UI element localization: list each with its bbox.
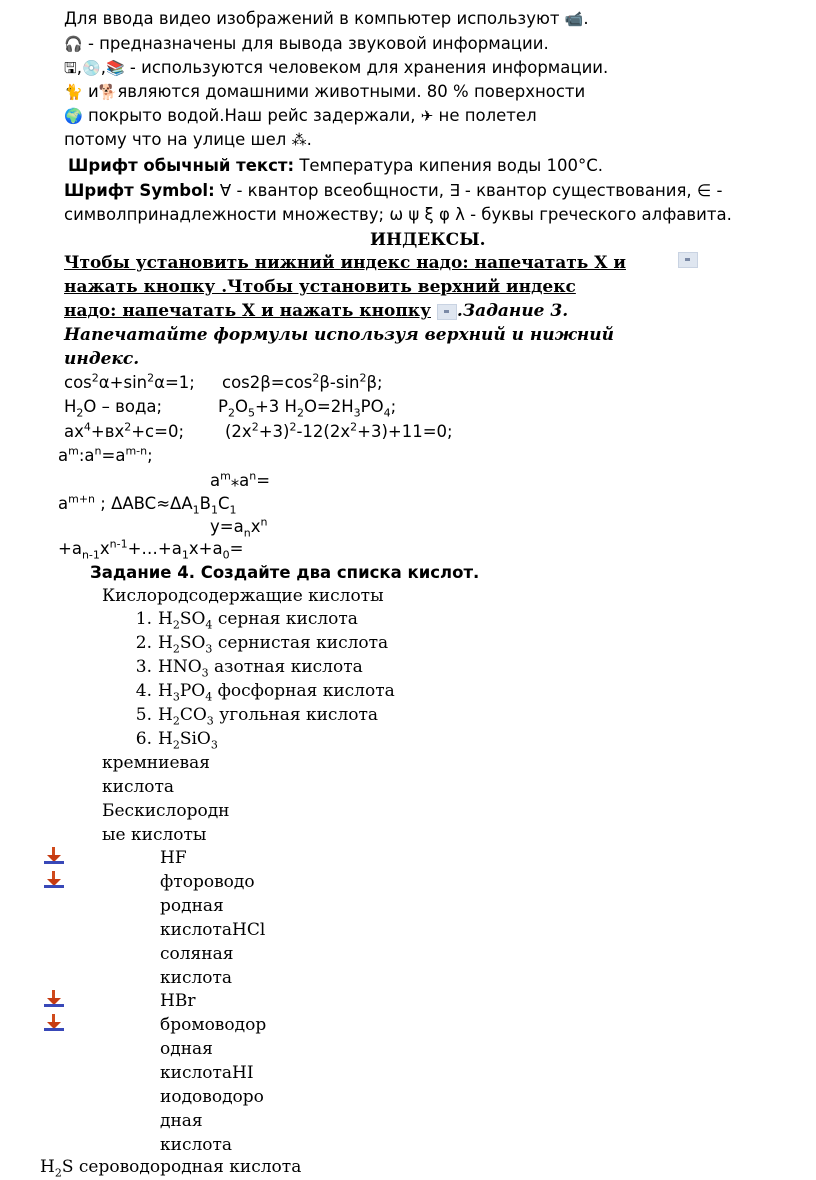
hcl-name-line: соляная [160,944,234,964]
list-item: 5. $H_2CO_3$ угольная кислота [135,705,379,728]
task3-instruction: Напечатайте формулы используя верхний и нижний [64,325,614,345]
intro-line-2: 🎧 - предназначены для вывода звуковой информации. [64,34,549,53]
hi-name-line: иодоводоро [160,1087,264,1107]
formula-product-result: $a^{m+n}$ ; $\Delta ABC\approx\Delta A_1B_1C_1$ [58,492,237,517]
subscript-button-image [678,252,698,268]
airplane-icon: ✈ [420,107,434,125]
formula-trig-2: $\cos 2\beta=\cos^2\beta-\sin^2\beta$; [222,371,383,392]
arrow-bullet-icon [44,847,64,863]
hbr-name-line: кислотаHI [160,1063,254,1083]
hbr-name-line: бромоводор [160,1015,267,1035]
indexes-paragraph-3: надо: напечатать Х и нажать кнопку .Задание 3. [64,301,569,321]
formula-phosphoric: $P_2O_5+3$ $H_2O=2H_3PO_4$; [218,397,397,420]
hbr-name-line: одная [160,1039,213,1059]
formula-water: $H_2O$ – вода; [64,397,163,420]
headphones-icon: 🎧 [64,35,83,53]
floppy-disk-icon: 🖫 [64,59,77,77]
formula-polynomial-general: $y=a_nx^n$ [210,515,268,540]
arrow-bullet-icon [44,1014,64,1030]
superscript-button-image [437,304,457,320]
globe-icon: 🌍 [64,107,83,125]
hf-name-line: кислотаHCl [160,920,266,940]
arrow-bullet-icon [44,871,64,887]
indexes-heading: ИНДЕКСЫ. [370,230,486,250]
indexes-paragraph-1: Чтобы установить нижний индекс надо: напечатать Х и [64,253,626,273]
task4-heading: Задание 4. Создайте два списка кислот. [90,563,480,582]
oxy-acids-title: Кислородсодержащие кислоты [102,586,384,606]
camera-icon: 📹 [564,10,584,28]
intro-line-4: 🐈 и🐕являются домашними животными. 80 % поверхности [64,82,586,101]
task3-instruction-end: индекс. [64,349,140,369]
plain-font-line: Шрифт обычный текст: Температура кипения воды 100°С. [68,156,604,175]
cat-icon: 🐈 [64,83,83,101]
hbr-formula: HBr [160,991,196,1011]
formula-expression: $(2x^2+3)^2-12(2x^2+3)+11=0$; [225,420,453,441]
hi-name-line: кислота [160,1135,233,1155]
list-item: 2. $H_2SO_3$ сернистая кислота [135,633,389,656]
list-item: 1. $H_2SO_4$ серная кислота [135,609,358,632]
books-icon: 📚 [105,59,125,77]
intro-line-1: Для ввода видео изображений в компьютер используют 📹. [64,9,589,28]
hi-name-line: дная [160,1111,203,1131]
symbol-font-line: Шрифт Symbol: ∀ - квантор всеобщности, ∃ - квантор существования, ∈ - [64,181,723,200]
intro-line-6: потому что на улице шел ⁂. [64,130,312,149]
hf-name-line: фтороводо [160,872,255,892]
disc-icon: 💿 [82,59,101,77]
hf-name-line: родная [160,896,224,916]
hcl-name-line: кислота [160,968,233,988]
formula-polynomial-tail: $+a_{n-1}x^{n-1}+\dots+a_1x+a_0=$ [58,537,244,562]
snowflake-icon: ⁂ [291,131,307,149]
formula-division-powers: $a^m:a^n=a^{m-n}$; [58,444,153,465]
formula-product-powers: $a^m⁎a^n=$ [210,469,271,490]
indexes-paragraph-2: нажать кнопку .Чтобы установить верхний индекс [64,277,576,297]
h2s-line: $H_2S$ сероводородная кислота [40,1157,302,1180]
hf-formula: HF [160,848,187,868]
list-item: 6. $H_2SiO_3$ [135,729,218,752]
nonoxy-title-line-1: Бескислородн [102,801,230,821]
formula-polynomial: $ax^4+вx^2+c=0$; [64,420,184,441]
intro-line-3: 🖫,💿,📚 - используются человеком для хранения информации. [64,58,609,77]
dog-icon: 🐕 [98,83,118,101]
intro-line-5: 🌍 покрыто водой.Наш рейс задержали, ✈ не полетел [64,106,537,125]
silicic-acid-line-2: кислота [102,777,175,797]
nonoxy-title-line-2: ые кислоты [102,825,207,845]
list-item: 4. $H_3PO_4$ фосфорная кислота [135,681,395,704]
list-item: 3. $HNO_3$ азотная кислота [135,657,363,680]
silicic-acid-line-1: кремниевая [102,753,210,773]
arrow-bullet-icon [44,990,64,1006]
symbol-font-line-2: символпринадлежности множеству; ω ψ ξ φ λ - буквы греческого алфавита. [64,205,732,224]
formula-trig-1: $\cos^2\alpha+\sin^2\alpha=1$; [64,371,195,392]
